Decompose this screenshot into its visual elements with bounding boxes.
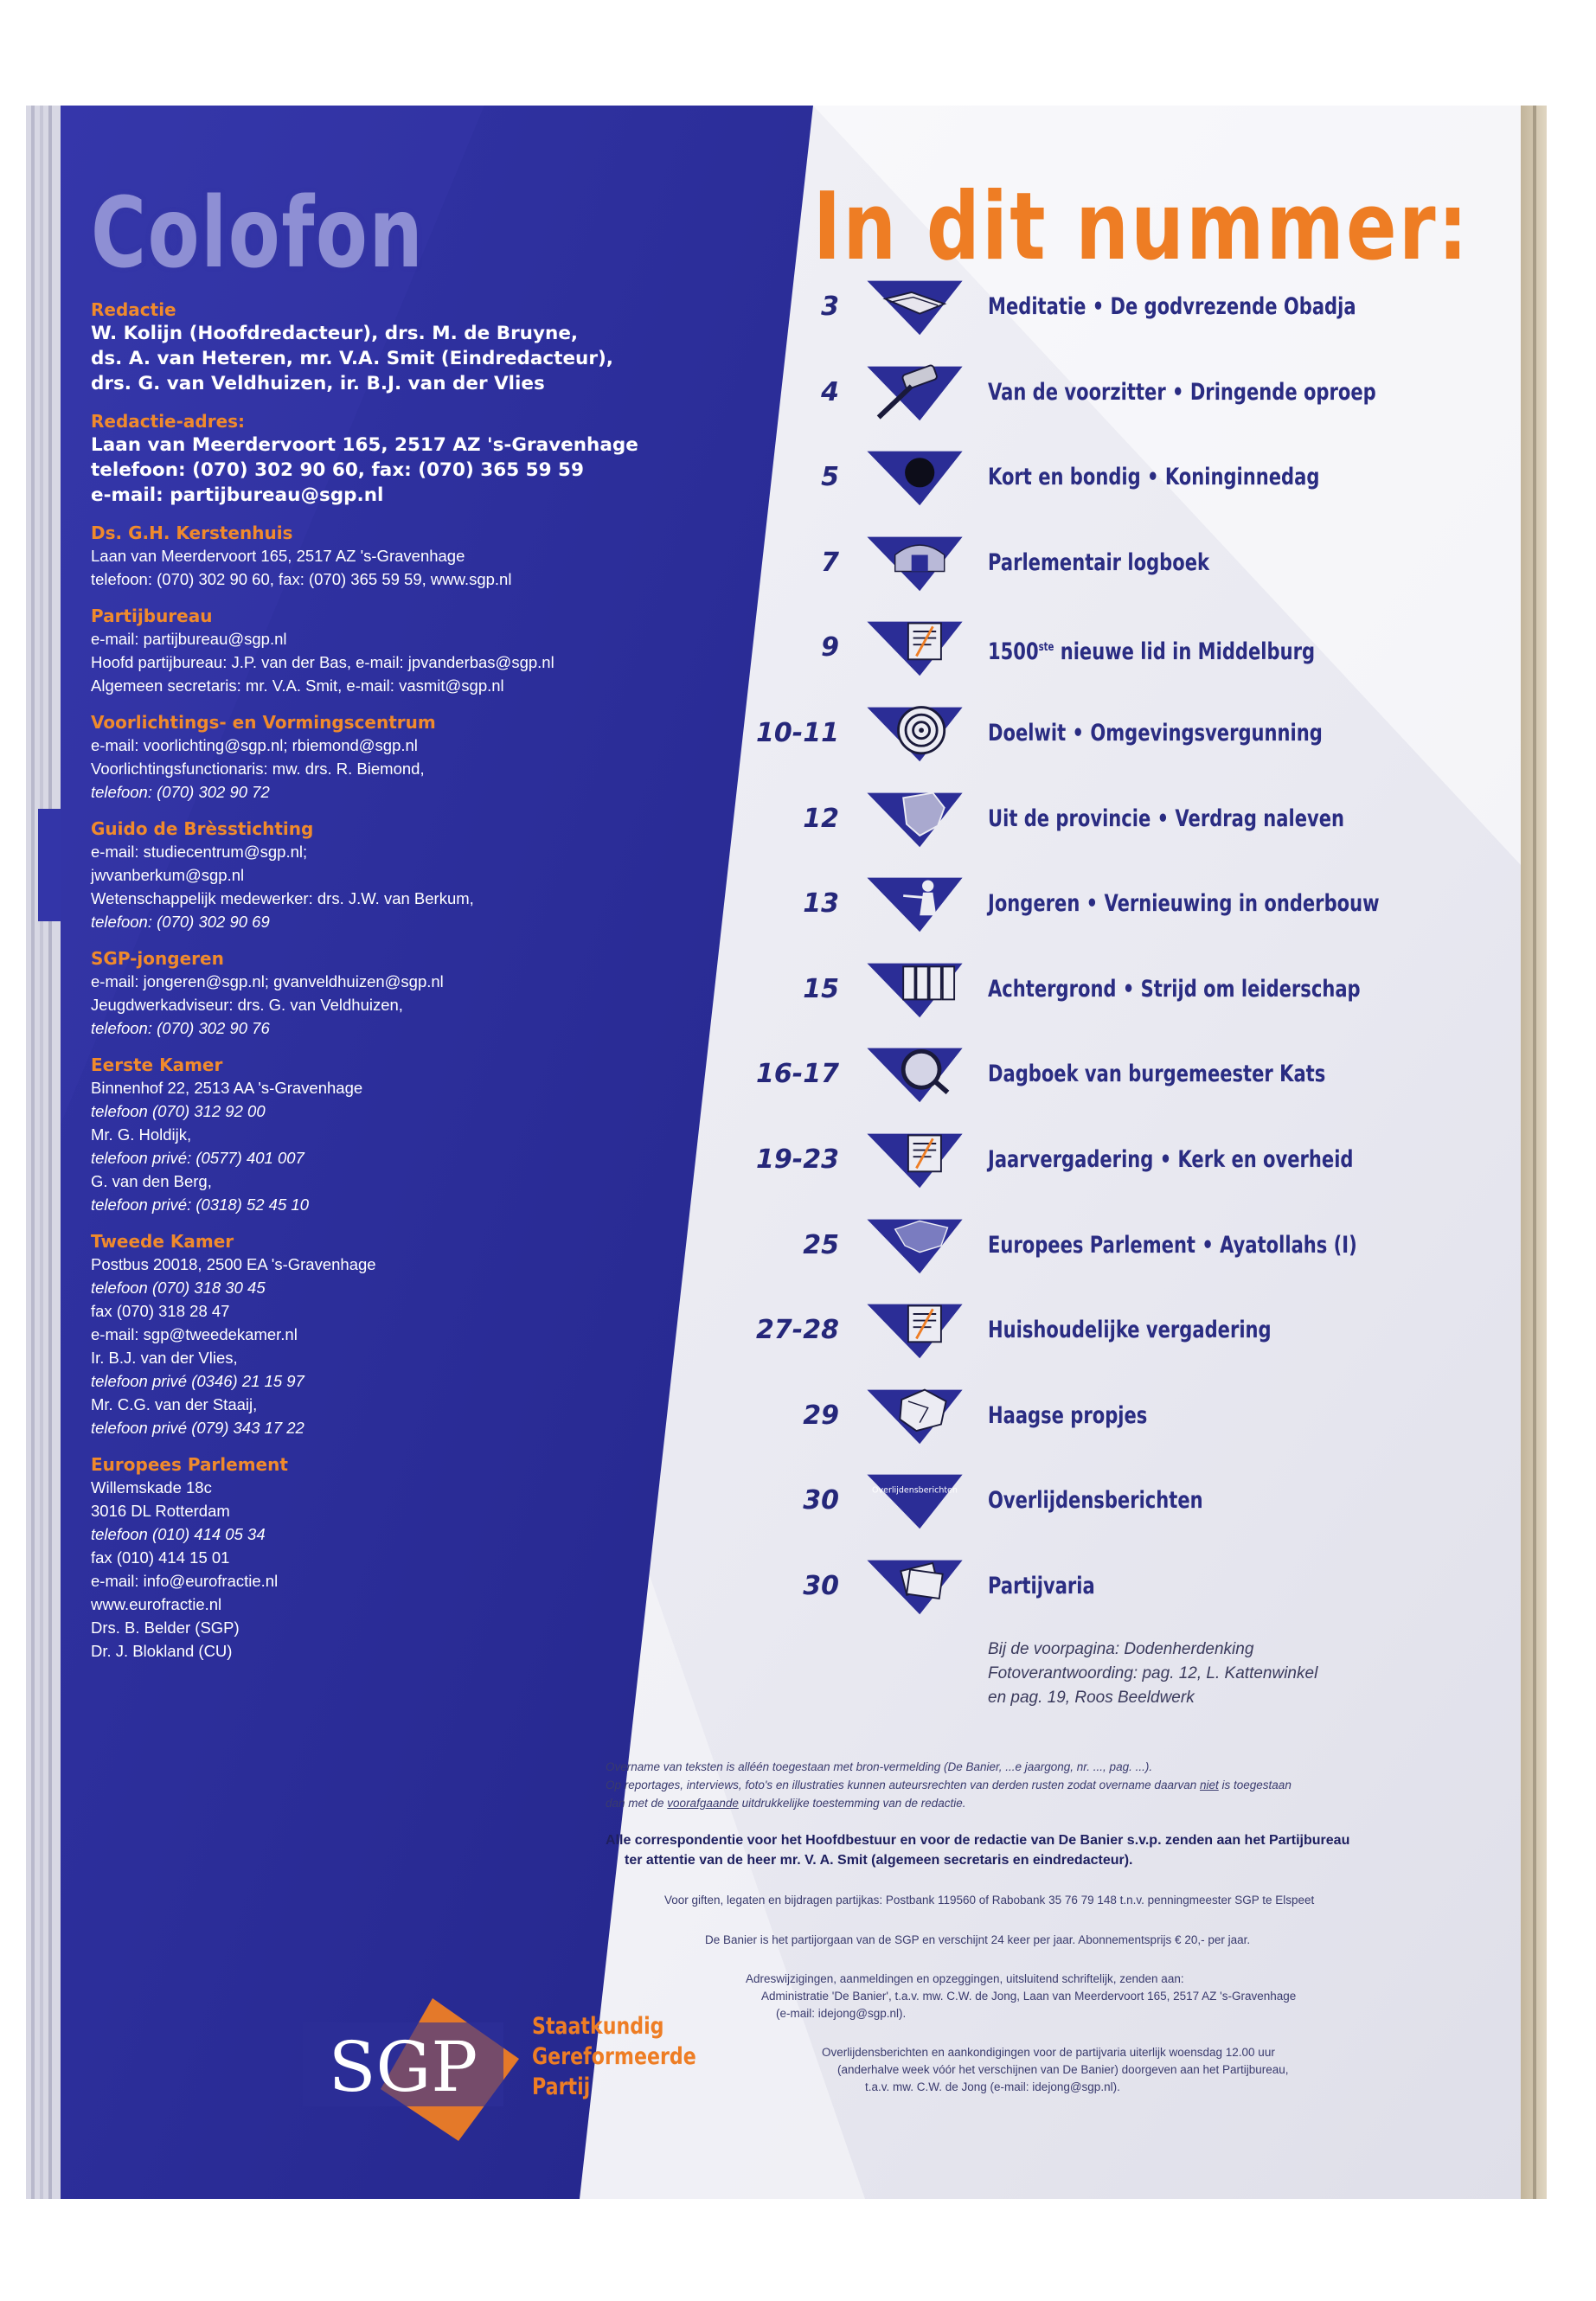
- toc-item: [744, 1211, 1505, 1280]
- obituary-note: (anderhalve week vóór het verschijnen van De Banier) doorgeven aan het Partijbureau,: [837, 2063, 1289, 2076]
- colofon-line: e-mail: partijbureau@sgp.nl: [91, 630, 287, 648]
- toc-page-number: 30: [803, 1485, 839, 1516]
- colofon-section-heading: Partijbureau: [91, 606, 213, 626]
- toc-page-number: 16-17: [756, 1059, 839, 1089]
- toc-item-label: [988, 869, 1380, 939]
- colofon-line: W. Kolijn (Hoofdredacteur), drs. M. de Bruyne,: [91, 323, 579, 344]
- toc-page-number: 12: [803, 804, 839, 834]
- toc-item-label: [988, 613, 1315, 687]
- correspondence-note: ter attentie van de heer mr. V. A. Smit (algemeen secretaris en eindredacteur).: [625, 1853, 1133, 1868]
- colofon-line: 3016 DL Rotterdam: [91, 1502, 230, 1520]
- colofon-line: Laan van Meerdervoort 165, 2517 AZ 's-Gravenhage: [91, 547, 465, 565]
- copyright-text: dan met de: [606, 1797, 668, 1810]
- toc-page-number: 15: [803, 974, 839, 1004]
- toc-item-label-text: Parlementair logboek: [988, 549, 1210, 576]
- toc-page-number: 29: [803, 1400, 839, 1431]
- document-icon: [861, 1298, 969, 1363]
- colofon-section: [91, 817, 644, 933]
- sgp-logo: [303, 1998, 571, 2141]
- toc-item-label-text: Europees Parlement • Ayatollahs (I): [988, 1232, 1357, 1259]
- cover-note-line: Bij de voorpagina: Dodenherdenking: [988, 1640, 1254, 1658]
- toc-item-label-text: Uit de provincie • Verdrag naleven: [988, 805, 1344, 832]
- toc-item-label: [988, 358, 1376, 427]
- toc-item-label-rest: nieuwe lid in Middelburg: [1054, 638, 1316, 665]
- obituary-note: t.a.v. mw. C.W. de Jong (e-mail: idejong@sgp.nl).: [865, 2080, 1120, 2093]
- toc-item: [744, 1381, 1505, 1451]
- toc-item-label: [988, 1381, 1147, 1451]
- colofon-section: [91, 1054, 644, 1216]
- colofon-line: Voorlichtingsfunctionaris: mw. drs. R. Biemond,: [91, 760, 425, 778]
- colofon-line: telefoon privé: (0577) 401 007: [91, 1149, 304, 1167]
- toc-page-number: 3: [821, 292, 839, 322]
- toc-item-label-text: Jongeren • Vernieuwing in onderbouw: [988, 890, 1380, 917]
- colofon-line: Laan van Meerdervoort 165, 2517 AZ 's-Gravenhage: [91, 434, 638, 456]
- copyright-text: Op reportages, interviews, foto's en illustraties kunnen auteursrechten van derden rusten zodat overname daarvan: [606, 1779, 1200, 1791]
- toc-page-number: 9: [821, 632, 839, 663]
- cover-note-line: en pag. 19, Roos Beeldwerk: [988, 1689, 1195, 1707]
- toc-item-label-text: Huishoudelijke vergadering: [988, 1317, 1272, 1343]
- colofon-line: www.eurofractie.nl: [91, 1595, 222, 1613]
- colofon-line: telefoon privé: (0318) 52 45 10: [91, 1195, 309, 1214]
- colofon-section: [91, 298, 644, 396]
- document-icon: [861, 615, 969, 681]
- toc-page-number: 30: [803, 1571, 839, 1601]
- colofon-section-heading: Ds. G.H. Kerstenhuis: [91, 522, 293, 543]
- colofon-title: Colofon: [91, 177, 425, 290]
- toc-item-label: [988, 1552, 1095, 1621]
- toc-item: [744, 1552, 1505, 1621]
- toc-page-number: 19-23: [756, 1144, 839, 1175]
- colofon-section-heading: Eerste Kamer: [91, 1054, 223, 1075]
- toc-item-label-text: Doelwit • Omgevingsvergunning: [988, 720, 1323, 747]
- toc-item-label: [988, 272, 1356, 342]
- colofon-line: telefoon: (070) 302 90 76: [91, 1019, 270, 1037]
- toc-item-label-text: Jaarvergadering • Kerk en overheid: [988, 1146, 1354, 1173]
- toc-item-label: [988, 1466, 1203, 1535]
- correspondence-note: Alle correspondentie voor het Hoofdbestuur en voor de redactie van De Banier s.v.p. zenden aan het Partijbureau: [606, 1833, 1350, 1848]
- colofon-line: Binnenhof 22, 2513 AA 's-Gravenhage: [91, 1079, 363, 1097]
- obituary-note: Overlijdensberichten en aankondigingen voor de partijvaria uiterlijk woensdag 12.00 uur: [822, 2046, 1275, 2059]
- party-name: [532, 2011, 696, 2102]
- toc-page-number: 27-28: [756, 1315, 839, 1345]
- toc-item-label-text: Van de voorzitter • Dringende oproep: [988, 379, 1376, 406]
- colofon-section-heading: SGP-jongeren: [91, 948, 224, 969]
- papers-icon: [861, 1554, 969, 1619]
- toc-page-number: 25: [803, 1230, 839, 1260]
- colofon-section-heading: Guido de Brèsstichting: [91, 818, 314, 839]
- colofon-line: G. van den Berg,: [91, 1172, 212, 1190]
- toc-item-label: [988, 1125, 1353, 1195]
- colofon-line: ds. A. van Heteren, mr. V.A. Smit (Eindredacteur),: [91, 348, 613, 369]
- toc-item-label: [988, 443, 1319, 512]
- copyright-note: Overname van teksten is alléén toegestaan met bron-vermelding (De Banier, ...e jaargong, nr. ..., pag. ...).: [606, 1760, 1153, 1773]
- toc-item: [744, 529, 1505, 598]
- toc-item-label: [988, 529, 1209, 598]
- colofon-line: telefoon (010) 414 05 34: [91, 1525, 266, 1543]
- colofon-section: [91, 1230, 644, 1439]
- colofon-section-heading: Redactie: [91, 299, 176, 320]
- colofon-line: Mr. C.G. van der Staaij,: [91, 1395, 258, 1413]
- map-netherlands-icon: [861, 786, 969, 852]
- colofon-section: [91, 410, 644, 508]
- toc-item-label-text: Partijvaria: [988, 1573, 1095, 1599]
- toc-title: In dit nummer:: [813, 173, 1471, 281]
- colofon-line: drs. G. van Veldhuizen, ir. B.J. van der Vlies: [91, 373, 545, 394]
- gavel-icon: [861, 360, 969, 426]
- toc-item-label-text: Dagboek van burgemeester Kats: [988, 1061, 1326, 1087]
- toc-item-label: [988, 1040, 1325, 1109]
- party-name-line: Partij: [532, 2073, 591, 2100]
- colofon-line: telefoon (070) 318 30 45: [91, 1279, 266, 1297]
- colofon-line: e-mail: sgp@tweedekamer.nl: [91, 1325, 298, 1343]
- toc-page-number: 13: [803, 888, 839, 919]
- colofon-line: Dr. J. Blokland (CU): [91, 1642, 233, 1660]
- toc-item: [744, 1125, 1505, 1195]
- sgp-logo-mark: SGP: [328, 2027, 478, 2107]
- copyright-emphasis: voorafgaande: [667, 1797, 739, 1810]
- cover-note: [988, 1638, 1317, 1710]
- address-note: Adreswijzigingen, aanmeldingen en opzeggingen, uitsluitend schriftelijk, zenden aan:: [746, 1972, 1184, 1985]
- magnifier-icon: [861, 1042, 969, 1107]
- dot-icon: [861, 445, 969, 510]
- copyright-text: is toegestaan: [1218, 1779, 1292, 1791]
- colofon-line: Drs. B. Belder (SGP): [91, 1618, 240, 1637]
- colofon-section: [91, 1453, 644, 1663]
- colofon-line: e-mail: jongeren@sgp.nl; gvanveldhuizen@sgp.nl: [91, 972, 444, 990]
- colofon-line: e-mail: info@eurofractie.nl: [91, 1572, 279, 1590]
- colofon-section-heading: Tweede Kamer: [91, 1231, 234, 1252]
- obituary-icon: [861, 1468, 969, 1534]
- colofon-line: telefoon: (070) 302 90 72: [91, 783, 270, 801]
- toc-item: [744, 869, 1505, 939]
- toc-item: [744, 272, 1505, 342]
- parliament-icon: [861, 530, 969, 596]
- colofon-line: Algemeen secretaris: mr. V.A. Smit, e-mail: vasmit@sgp.nl: [91, 676, 504, 695]
- party-name-line: Staatkundig: [532, 2013, 664, 2040]
- toc-page-number: 4: [821, 377, 839, 407]
- copyright-note: [606, 1777, 1292, 1794]
- document-icon: [861, 1127, 969, 1193]
- address-note: (e-mail: idejong@sgp.nl).: [776, 2007, 907, 2020]
- binders-icon: [861, 957, 969, 1022]
- copyright-note: [606, 1795, 966, 1812]
- colofon-line: telefoon: (070) 302 90 60, fax: (070) 365 59 59, www.sgp.nl: [91, 570, 512, 588]
- toc-item-label-text: Meditatie • De godvrezende Obadja: [988, 293, 1356, 320]
- colofon-line: fax (070) 318 28 47: [91, 1302, 230, 1320]
- colofon-line: telefoon: (070) 302 90 60, fax: (070) 365 59 59: [91, 459, 584, 481]
- colofon-line: telefoon privé (079) 343 17 22: [91, 1419, 304, 1437]
- colofon-section: [91, 711, 644, 804]
- toc-item-label: [988, 785, 1344, 854]
- subscription-note: De Banier is het partijorgaan van de SGP en verschijnt 24 keer per jaar. Abonnementsprijs € 20,- per jaar.: [705, 1933, 1251, 1946]
- toc-item-label: [988, 699, 1323, 768]
- colofon-section: [91, 947, 644, 1040]
- colofon-section-heading: Redactie-adres:: [91, 411, 246, 432]
- paper-ball-icon: [861, 1383, 969, 1449]
- colofon-line: Willemskade 18c: [91, 1478, 212, 1497]
- colofon-line: e-mail: partijbureau@sgp.nl: [91, 484, 384, 506]
- colofon-line: telefoon (070) 312 92 00: [91, 1102, 266, 1120]
- toc-item: [744, 613, 1505, 683]
- colofon-section-heading: Voorlichtings- en Vormingscentrum: [91, 712, 436, 733]
- toc-item-label: [988, 1211, 1357, 1280]
- colofon-line: fax (010) 414 15 01: [91, 1548, 230, 1567]
- toc-item: [744, 699, 1505, 768]
- colofon-body: [91, 298, 644, 1676]
- colofon-line: telefoon: (070) 302 90 69: [91, 913, 270, 931]
- colofon-line: e-mail: studiecentrum@sgp.nl;: [91, 843, 308, 861]
- toc-item: [744, 358, 1505, 427]
- toc-item: [744, 1040, 1505, 1109]
- toc-item-label-sup: ste: [1038, 641, 1054, 654]
- colofon-line: e-mail: voorlichting@sgp.nl; rbiemond@sgp.nl: [91, 736, 418, 754]
- toc-item-label-text: Overlijdensberichten: [988, 1487, 1203, 1514]
- party-name-line: Gereformeerde: [532, 2043, 696, 2070]
- colofon-line: telefoon privé (0346) 21 15 97: [91, 1372, 304, 1390]
- book-icon: [861, 274, 969, 340]
- toc-page-number: 10-11: [756, 718, 839, 748]
- toc-item: [744, 1466, 1505, 1535]
- copyright-text: uitdrukkelijke toestemming van de redactie.: [738, 1797, 966, 1810]
- colofon-section-heading: Europees Parlement: [91, 1454, 288, 1475]
- colofon-line: Postbus 20018, 2500 EA 's-Gravenhage: [91, 1255, 376, 1273]
- toc-item: [744, 785, 1505, 854]
- cover-note-line: Fotoverantwoording: pag. 12, L. Kattenwinkel: [988, 1664, 1318, 1682]
- colofon-section: [91, 605, 644, 697]
- map-europe-icon: [861, 1213, 969, 1279]
- colofon-line: jwvanberkum@sgp.nl: [91, 866, 245, 884]
- target-icon: [861, 701, 969, 766]
- address-note: Administratie 'De Banier', t.a.v. mw. C.W. de Jong, Laan van Meerdervoort 165, 2517 AZ 's-Gravenhage: [761, 1990, 1297, 2003]
- colofon-section: [91, 522, 644, 591]
- gifts-note: Voor giften, legaten en bijdragen partijkas: Postbank 119560 of Rabobank 35 76 79 148 t.n.v. penningmeester SGP te Elspeet: [664, 1894, 1315, 1907]
- colofon-line: Mr. G. Holdijk,: [91, 1125, 192, 1144]
- colofon-line: Jeugdwerkadviseur: drs. G. van Veldhuizen,: [91, 996, 403, 1014]
- toc-item: [744, 443, 1505, 512]
- toc-item: [744, 955, 1505, 1024]
- obituary-icon-label: Overlijdensberichten: [872, 1485, 958, 1496]
- toc-item-label-text: Achtergrond • Strijd om leiderschap: [988, 976, 1361, 1003]
- toc-item-label: [988, 955, 1361, 1024]
- toc-item: [744, 1296, 1505, 1365]
- colofon-line: Wetenschappelijk medewerker: drs. J.W. van Berkum,: [91, 889, 474, 907]
- toc-item-label-main: 1500: [988, 638, 1039, 665]
- youth-figure-icon: [861, 871, 969, 937]
- colofon-line: Hoofd partijbureau: J.P. van der Bas, e-mail: jpvanderbas@sgp.nl: [91, 653, 554, 671]
- toc-item-label-text: Haagse propjes: [988, 1402, 1148, 1429]
- toc-item-label-text: Kort en bondig • Koninginnedag: [988, 464, 1320, 490]
- copyright-emphasis: niet: [1199, 1779, 1219, 1791]
- colofon-line: Ir. B.J. van der Vlies,: [91, 1349, 238, 1367]
- toc-page-number: 5: [821, 462, 839, 492]
- toc-page-number: 7: [821, 548, 839, 578]
- toc-item-label: [988, 1296, 1272, 1365]
